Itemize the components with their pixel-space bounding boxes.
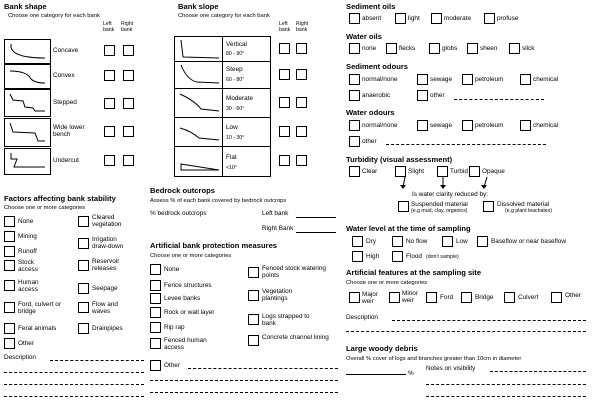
protection-label: Vegetation plantings [262, 288, 293, 302]
water-level-dry-checkbox[interactable] [352, 236, 363, 247]
turbidity-suspended-label: Suspended material [411, 201, 468, 208]
artificial-label: Bridge [475, 294, 494, 301]
vertical-slope-profile-icon [174, 36, 224, 63]
sediment-odours-label: petroleum [475, 76, 504, 83]
protection-none-checkbox[interactable] [150, 264, 161, 275]
sediment-odours-label: normal/none [362, 76, 398, 83]
slope-low-right-checkbox[interactable] [296, 126, 307, 137]
stability-label: Stock access [18, 259, 38, 273]
turbidity-arrows-icon [395, 176, 505, 190]
sediment-oils-light-checkbox[interactable] [395, 13, 406, 24]
stability-label: Human access [18, 279, 39, 293]
bedrock-right-bank-label: Right Bank [262, 225, 294, 232]
water-level-label: Baseflow or near baseflow [491, 238, 566, 245]
protection-title: Artificial bank protection measures [150, 241, 278, 250]
sediment-odours-normal-checkbox[interactable] [349, 74, 360, 85]
protection-fenced-human-checkbox[interactable] [150, 338, 161, 349]
stability-description-line[interactable] [4, 372, 144, 373]
slope-flat-left-checkbox[interactable] [279, 155, 290, 166]
sediment-oils-label: moderate [444, 15, 471, 22]
slope-label: Steep [226, 66, 243, 73]
water-level-baseflow-checkbox[interactable] [477, 236, 488, 247]
bedrock-right-bank-input[interactable] [296, 232, 336, 233]
sediment-oils-profuse-checkbox[interactable] [484, 13, 495, 24]
water-odours-label: petroleum [475, 122, 504, 129]
low-slope-profile-icon [174, 117, 224, 148]
water-level-label: High [366, 253, 380, 260]
stability-label: Other [18, 340, 34, 347]
protection-label: Levee banks [164, 295, 201, 302]
artificial-label: Minor weir [402, 290, 418, 304]
water-odours-other-checkbox[interactable] [349, 136, 360, 147]
water-odours-title: Water odours [346, 108, 395, 117]
stability-label: Cleared vegetation [92, 214, 122, 228]
water-odours-other-line[interactable] [386, 144, 546, 145]
slope-label: Moderate [226, 95, 253, 102]
slope-moderate-right-checkbox[interactable] [296, 97, 307, 108]
water-level-flood-note: (don't sample) [426, 254, 459, 260]
stability-description-line[interactable] [50, 360, 144, 361]
artificial-label: Ford [440, 294, 454, 301]
sediment-oils-label: profuse [497, 15, 519, 22]
woody-percent-input[interactable] [346, 374, 406, 375]
water-level-title: Water level at the time of sampling [346, 224, 471, 233]
stability-stock-access-checkbox[interactable] [4, 260, 15, 271]
stability-label: Flow and waves [92, 301, 118, 315]
bank-slope-subtitle: Choose one category for each bank [178, 13, 270, 19]
protection-vegetation-checkbox[interactable] [248, 290, 259, 301]
water-oils-slick-checkbox[interactable] [509, 43, 520, 54]
sediment-oils-title: Sediment oils [346, 2, 396, 11]
stability-description-label: Description [4, 354, 36, 361]
protection-levee-checkbox[interactable] [150, 293, 161, 304]
artificial-minor-weir-checkbox[interactable] [389, 292, 400, 303]
water-odours-label: chemical [533, 122, 559, 129]
protection-subtitle: Choose one or more categories [150, 253, 232, 259]
water-odours-petroleum-checkbox[interactable] [462, 120, 473, 131]
slope-range-cell [222, 117, 271, 148]
artificial-label: Major weir [362, 291, 378, 305]
sediment-odours-chemical-checkbox[interactable] [520, 74, 531, 85]
bank-shape-label-stepped: Stepped [53, 99, 77, 106]
protection-other-line[interactable] [188, 368, 338, 369]
slope-label: Vertical [226, 41, 247, 48]
sediment-oils-moderate-checkbox[interactable] [431, 13, 442, 24]
stability-cleared-checkbox[interactable] [78, 216, 89, 227]
artificial-label: Culvert [518, 294, 539, 301]
stability-label: Seepage [92, 285, 118, 292]
bank-slope-left-header: Left bank [279, 21, 291, 33]
bank-shape-stepped-left-checkbox[interactable] [104, 98, 115, 109]
turbidity-label: Opaque [482, 168, 505, 175]
stability-label: Mining [18, 233, 37, 240]
artificial-description-line[interactable] [346, 331, 586, 332]
water-odours-sewage-checkbox[interactable] [417, 120, 428, 131]
turbidity-suspended-checkbox[interactable] [398, 201, 409, 212]
sediment-odours-petroleum-checkbox[interactable] [462, 74, 473, 85]
bank-shape-convex-right-checkbox[interactable] [123, 70, 134, 81]
undercut-bank-profile-icon [4, 148, 51, 175]
water-oils-title: Water oils [346, 32, 383, 41]
stability-seepage-checkbox[interactable] [78, 283, 89, 294]
sediment-odours-label: other [430, 92, 445, 99]
artificial-description-line[interactable] [392, 320, 586, 321]
woody-title: Large woody debris [346, 344, 418, 353]
protection-label: Rip rap [164, 324, 185, 331]
bedrock-left-bank-input[interactable] [296, 217, 336, 218]
water-level-label: No flow [406, 238, 428, 245]
artificial-label: Other [565, 292, 581, 299]
bank-shape-wide-bench-left-checkbox[interactable] [104, 126, 115, 137]
water-oils-label: globs [442, 45, 458, 52]
bank-slope-right-header: Right bank [296, 21, 309, 33]
woody-percent-sign: % [408, 370, 414, 377]
artificial-major-weir-checkbox[interactable] [349, 292, 360, 303]
bank-shape-label-convex: Convex [53, 72, 75, 79]
stability-runoff-checkbox[interactable] [4, 246, 15, 257]
turbidity-label: Clear [362, 168, 378, 175]
artificial-culvert-checkbox[interactable] [504, 292, 515, 303]
bank-slope-title: Bank slope [178, 2, 219, 11]
sediment-odours-other-line[interactable] [454, 99, 544, 100]
bank-shape-title: Bank shape [4, 2, 47, 11]
water-odours-chemical-checkbox[interactable] [520, 120, 531, 131]
water-oils-flecks-checkbox[interactable] [386, 43, 397, 54]
turbidity-title: Turbidity (visual assessment) [346, 155, 453, 164]
stability-description-line[interactable] [4, 396, 144, 397]
stability-irrigation-checkbox[interactable] [78, 238, 89, 249]
stability-none-checkbox[interactable] [4, 216, 15, 227]
stability-label: Drainpipes [92, 325, 123, 332]
protection-label: Concrete channel lining [262, 334, 329, 341]
woody-notes-label: Notes on visibility [426, 365, 476, 372]
water-level-label: Flood [406, 253, 422, 260]
bank-shape-subtitle: Choose one category for each bank [8, 13, 100, 19]
stability-subtitle: Choose one or more categories [4, 205, 86, 211]
slope-range: 30 - 60° [226, 106, 245, 112]
bank-shape-concave-left-checkbox[interactable] [104, 45, 115, 56]
flat-slope-profile-icon [174, 146, 224, 177]
slope-range: 10 - 30° [226, 135, 245, 141]
stability-label: Irrigation draw-down [92, 236, 124, 250]
sediment-odours-label: sewage [430, 76, 453, 83]
bank-shape-wide-bench-right-checkbox[interactable] [123, 126, 134, 137]
water-oils-label: slick [522, 45, 535, 52]
artificial-ford-checkbox[interactable] [426, 292, 437, 303]
stability-description-line[interactable] [4, 384, 144, 385]
turbidity-label: Turbid [450, 168, 468, 175]
stability-flow-waves-checkbox[interactable] [78, 302, 89, 313]
bedrock-title: Bedrock outcrops [150, 186, 215, 195]
turbidity-suspended-note: (e.g mud, clay, organics) [411, 208, 468, 214]
water-odours-label: sewage [430, 122, 453, 129]
artificial-description-label: Description [346, 314, 378, 321]
slope-vertical-right-checkbox[interactable] [296, 43, 307, 54]
stability-ford-checkbox[interactable] [4, 302, 15, 313]
water-oils-label: sheen [480, 45, 498, 52]
protection-fence-checkbox[interactable] [150, 280, 161, 291]
turbidity-label: Slight [408, 168, 424, 175]
water-oils-label: flecks [399, 45, 416, 52]
steep-slope-profile-icon [174, 61, 224, 90]
slope-range: 60 - 80° [226, 77, 245, 83]
slope-vertical-left-checkbox[interactable] [279, 43, 290, 54]
bank-shape-convex-left-checkbox[interactable] [104, 70, 115, 81]
slope-label: Low [226, 124, 238, 131]
protection-label: None [164, 266, 180, 273]
bedrock-left-bank-label: Left bank [262, 210, 289, 217]
water-oils-globs-checkbox[interactable] [429, 43, 440, 54]
slope-steep-left-checkbox[interactable] [279, 69, 290, 80]
turbidity-dissolved-note: (e.g plant leachates) [505, 208, 553, 214]
bank-shape-undercut-right-checkbox[interactable] [123, 155, 134, 166]
water-level-high-checkbox[interactable] [352, 251, 363, 262]
water-odours-label: normal/none [362, 122, 398, 129]
slope-label: Flat [226, 154, 237, 161]
convex-bank-profile-icon [4, 64, 51, 89]
protection-label: Fenced human access [164, 337, 207, 351]
slope-flat-right-checkbox[interactable] [296, 155, 307, 166]
protection-label: Rock or wall layer [164, 309, 215, 316]
slope-steep-right-checkbox[interactable] [296, 69, 307, 80]
protection-other-checkbox[interactable] [150, 360, 161, 371]
slope-moderate-left-checkbox[interactable] [279, 97, 290, 108]
protection-other-line[interactable] [150, 392, 338, 393]
protection-label: Fence structures [164, 282, 212, 289]
artificial-bridge-checkbox[interactable] [461, 292, 472, 303]
sediment-oils-label: absent [362, 15, 382, 22]
slope-low-left-checkbox[interactable] [279, 126, 290, 137]
stability-drainpipes-checkbox[interactable] [78, 323, 89, 334]
bank-shape-left-header: Left bank [103, 21, 115, 33]
bank-shape-concave-right-checkbox[interactable] [123, 45, 134, 56]
stability-mining-checkbox[interactable] [4, 231, 15, 242]
sediment-oils-label: light [408, 15, 420, 22]
slope-range: 80 - 90° [226, 51, 245, 57]
stability-label: Runoff [18, 248, 37, 255]
water-level-label: Dry [366, 238, 376, 245]
artificial-other-checkbox[interactable] [551, 292, 562, 303]
artificial-title: Artificial features at the sampling site [346, 268, 482, 277]
woody-subtitle: Overall % cover of logs and branches greater than 10cm in diameter [346, 356, 522, 362]
bank-shape-label-wide-lower-bench: Wide lower bench [53, 124, 85, 138]
turbidity-dissolved-label: Dissolved material [497, 201, 550, 208]
stability-label: Ford, culvert or bridge [18, 301, 61, 315]
bank-shape-right-header: Right bank [121, 21, 134, 33]
wide-lower-bench-profile-icon [4, 118, 51, 147]
protection-stock-watering-checkbox[interactable] [248, 267, 259, 278]
protection-rock-checkbox[interactable] [150, 307, 161, 318]
water-oils-label: none [362, 45, 377, 52]
bank-shape-label-concave: Concave [53, 47, 79, 54]
stability-label: Feral animals [18, 325, 57, 332]
stability-label: None [18, 218, 34, 225]
sediment-odours-label: anaerobic [362, 92, 391, 99]
sediment-odours-label: chemical [533, 76, 559, 83]
slope-range: <10° [226, 165, 237, 171]
stability-reservoir-checkbox[interactable] [78, 260, 89, 271]
sediment-odours-other-checkbox[interactable] [417, 90, 428, 101]
protection-label: Logs strapped to bank [262, 313, 310, 327]
stability-human-access-checkbox[interactable] [4, 280, 15, 291]
stability-feral-checkbox[interactable] [4, 323, 15, 334]
bank-shape-label-undercut: Undercut [53, 157, 79, 164]
artificial-subtitle: Choose one or more categories [346, 280, 428, 286]
sediment-odours-title: Sediment odours [346, 62, 409, 71]
sediment-odours-anaerobic-checkbox[interactable] [349, 90, 360, 101]
woody-notes-line[interactable] [490, 371, 586, 372]
protection-rip-rap-checkbox[interactable] [150, 322, 161, 333]
sediment-oils-absent-checkbox[interactable] [349, 13, 360, 24]
protection-label: Fenced stock watering points [262, 265, 326, 279]
water-oils-none-checkbox[interactable] [349, 43, 360, 54]
concave-bank-profile-icon [4, 39, 51, 64]
turbidity-question: Is water clarity reduced by: [412, 191, 489, 198]
turbidity-clear-checkbox[interactable] [349, 166, 360, 177]
water-odours-label: other [362, 138, 377, 145]
water-level-label: Low [456, 238, 468, 245]
water-level-low-checkbox[interactable] [442, 236, 453, 247]
stability-title: Factors affecting bank stability [4, 194, 116, 203]
moderate-slope-profile-icon [174, 88, 224, 119]
protection-logs-checkbox[interactable] [248, 314, 259, 325]
stability-label: Reservoir releases [92, 258, 120, 272]
protection-concrete-checkbox[interactable] [248, 335, 259, 346]
slope-range-cell [222, 36, 271, 63]
slope-range-cell [222, 146, 271, 177]
slope-range-cell [222, 61, 271, 90]
bedrock-subtitle: Assess % of each bank covered by bedrock outcrops [150, 198, 287, 204]
water-level-flood-checkbox[interactable] [392, 251, 403, 262]
sediment-odours-sewage-checkbox[interactable] [417, 74, 428, 85]
woody-notes-line[interactable] [426, 396, 586, 397]
water-oils-sheen-checkbox[interactable] [467, 43, 478, 54]
turbidity-dissolved-checkbox[interactable] [483, 201, 494, 212]
stability-other-checkbox[interactable] [4, 338, 15, 349]
bedrock-percent-label: % bedrock outcrops [150, 210, 207, 217]
water-level-no-flow-checkbox[interactable] [392, 236, 403, 247]
water-odours-normal-checkbox[interactable] [349, 120, 360, 131]
bank-shape-undercut-left-checkbox[interactable] [104, 155, 115, 166]
protection-other-line[interactable] [150, 380, 338, 381]
stepped-bank-profile-icon [4, 89, 51, 117]
bank-shape-stepped-right-checkbox[interactable] [123, 98, 134, 109]
protection-label: Other [164, 362, 180, 369]
slope-range-cell [222, 88, 271, 119]
woody-notes-line[interactable] [426, 384, 586, 385]
